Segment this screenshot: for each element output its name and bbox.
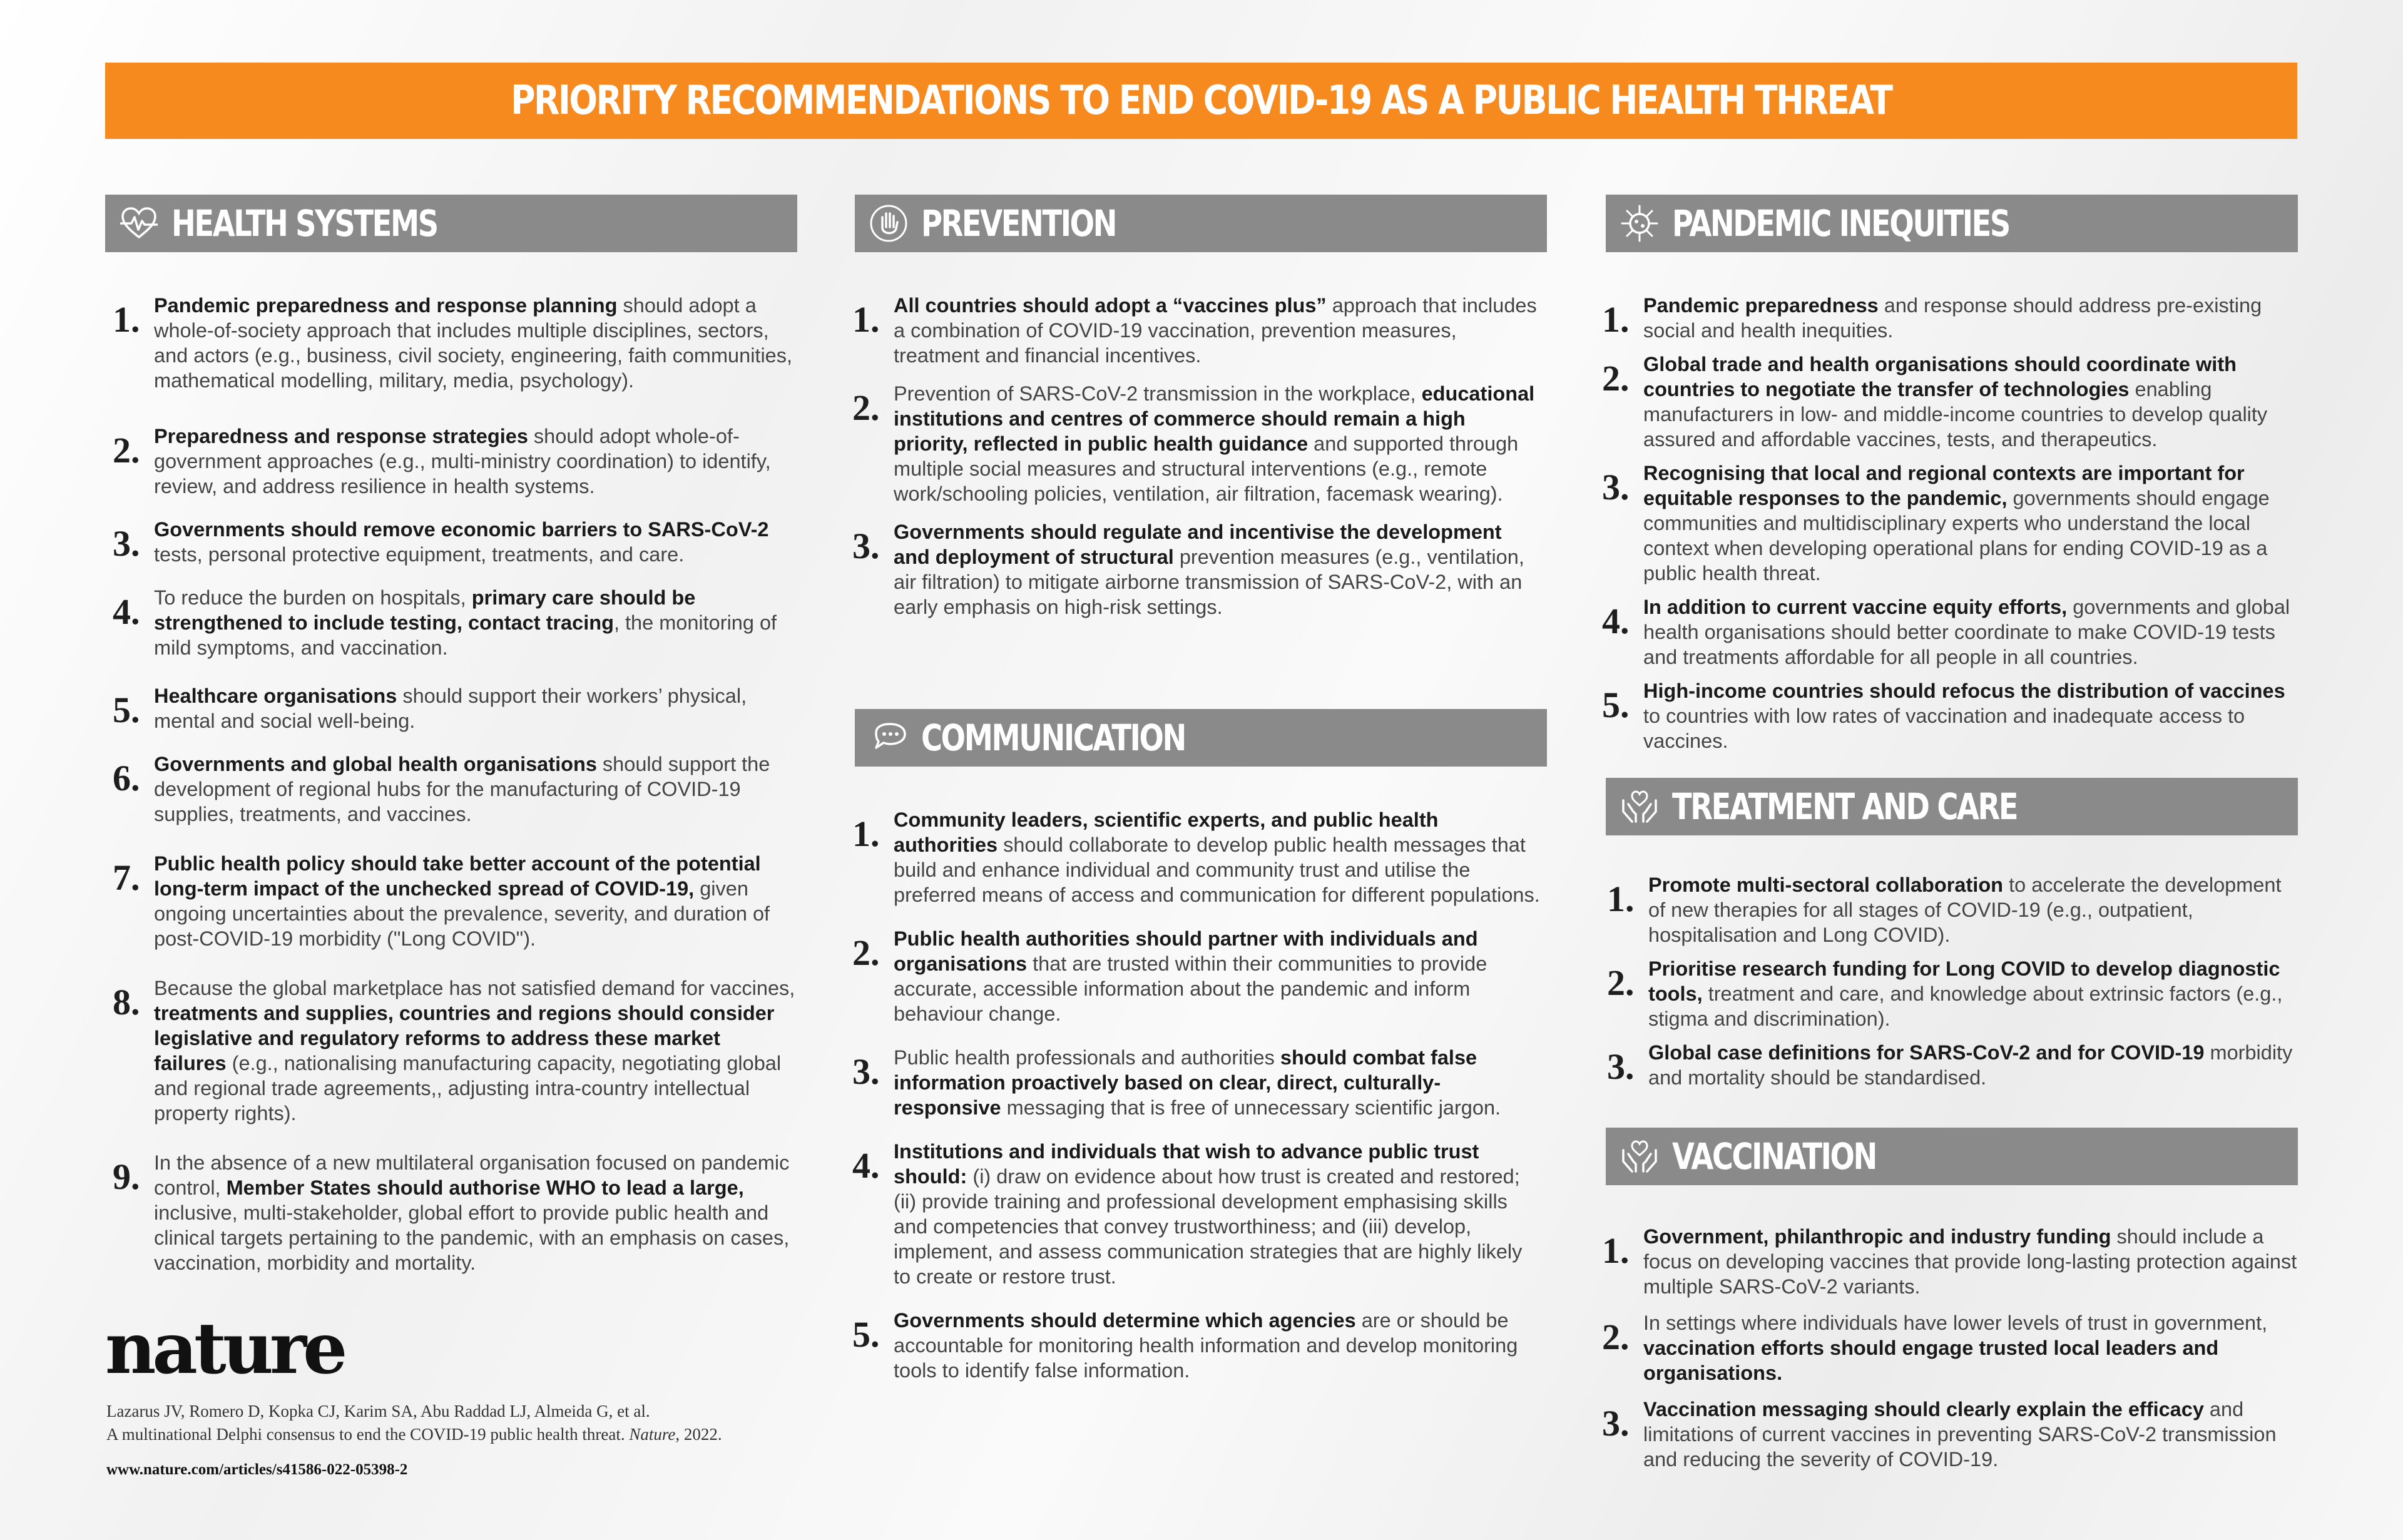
item-text: Because the global marketplace has not satisfied demand for vaccines, [154,977,795,999]
vaccination-list [1602,1224,2298,1472]
item-text: enabling manufacturers in low- and middle-income countries to develop quality assured and affordable vaccines, tests, and therapeutics. [1643,378,2268,451]
item-text: (i) draw on evidence about how trust is created and restored; (ii) provide training and professional development emphasising skills and competencies that convey trustworthiness; and (iii) develop, implement, and assess communication strategies that are highly likely to create or restore trust. [894,1165,1523,1288]
item-number: 1. [852,299,880,340]
item-bold-text: In addition to current vaccine equity efforts, [1643,596,2068,618]
list-item [113,293,798,393]
list-item [852,293,1541,368]
hand-stop-icon [869,203,909,243]
prevention-list [852,293,1541,620]
item-bold-text: Institutions and individuals that wish to advance public trust should: [894,1140,1479,1188]
item-bold-text: Member States should authorise WHO to lead a large, [226,1176,744,1199]
item-number: 9. [113,1156,140,1197]
section-header-treatment-and-care [1606,778,2298,835]
item-number: 5. [1602,685,1630,725]
item-bold-text: All countries should adopt a “vaccines plus” [894,294,1327,317]
pandemic-inequities-list [1602,293,2298,753]
item-text: inclusive, multi-stakeholder, global effort to provide public health and clinical targets pertaining to the pandemic, with an emphasis on cases, vaccination, morbidity and mortality. [154,1201,790,1274]
item-bold-text: Governments should remove economic barriers to SARS-CoV-2 [154,518,769,541]
item-number: 2. [1602,1317,1630,1357]
item-number: 4. [1602,601,1630,641]
list-item [113,851,798,951]
list-item [113,752,798,827]
item-text: , the monitoring of mild symptoms, and vaccination. [154,611,777,659]
item-number: 2. [113,430,140,471]
item-text: In the absence of a new multilateral organisation focused on pandemic control, [154,1151,790,1199]
item-number: 1. [1602,1230,1630,1271]
heartbeat-icon [119,203,159,243]
list-item [1602,678,2298,753]
page-title: PRIORITY RECOMMENDATIONS TO END COVID-19 AS A PUBLIC HEALTH THREAT [511,78,1892,124]
list-item [852,1139,1541,1289]
citation-year: , 2022. [675,1425,722,1444]
item-number: 4. [852,1145,880,1186]
item-bold-text: treatments and supplies, countries and regions should consider legislative and regulatory reforms to address these market failures [154,1002,775,1074]
item-bold-text: Healthcare organisations [154,685,397,707]
nature-logo: nature [105,1308,344,1390]
list-item [1602,352,2298,452]
caring-hands-icon [1620,787,1660,827]
item-number: 2. [1602,358,1630,399]
item-bold-text: Recognising that local and regional contexts are important for equitable responses to the pandemic, [1643,462,2245,509]
section-header-prevention [855,195,1547,252]
citation-journal: Nature [629,1425,676,1444]
list-item [1607,956,2298,1031]
communication-list [852,807,1541,1383]
item-text: that are trusted within their communities to provide accurate, accessible information about the pandemic and inform behaviour change. [894,952,1487,1025]
list-item [852,1045,1541,1120]
item-number: 5. [113,690,140,730]
item-bold-text: Government, philanthropic and industry funding [1643,1225,2111,1248]
list-item [113,1150,798,1275]
item-text: governments should engage communities and multidisciplinary experts who understand the local context when developing operational plans for ending COVID-19 as a public health threat. [1643,487,2270,584]
citation-authors: Lazarus JV, Romero D, Kopka CJ, Karim SA, Abu Raddad LJ, Almeida G, et al. [106,1402,650,1420]
item-text: given ongoing uncertainties about the prevalence, severity, and duration of post-COVID-19 morbidity ("Long COVID"). [154,877,770,950]
item-text: should support the development of regional hubs for the manufacturing of COVID-19 supplies, treatments, and vaccines. [154,753,770,825]
section-title: PREVENTION [921,202,1116,245]
item-text: approach that includes a combination of COVID-19 vaccination, prevention measures, treatment and financial incentives. [894,294,1537,367]
item-text: (e.g., nationalising manufacturing capacity, negotiating global and regional trade agreements,, adjusting intra-country intellectual property rights). [154,1052,782,1124]
item-text: messaging that is free of unnecessary scientific jargon. [1001,1096,1501,1119]
item-bold-text: Vaccination messaging should clearly explain the efficacy [1643,1398,2204,1420]
item-text: In settings where individuals have lower levels of trust in government, [1643,1312,2268,1334]
citation-title: A multinational Delphi consensus to end the COVID-19 public health threat. [106,1425,625,1444]
page-title-banner [105,63,2297,139]
item-number: 1. [1602,299,1630,340]
speech-bubble-icon [869,718,909,758]
section-header-communication [855,709,1547,767]
list-item [1607,872,2298,947]
list-item [1602,1397,2298,1472]
item-text: Prevention of SARS-CoV-2 transmission in the workplace, [894,382,1422,405]
health-systems-list [113,293,798,1275]
item-number: 4. [113,591,140,632]
item-text: are or should be accountable for monitoring health information and develop monitoring tools to identify false information. [894,1309,1518,1382]
item-number: 8. [113,982,140,1022]
citation [106,1400,826,1446]
item-text: treatment and care, and knowledge about extrinsic factors (e.g., stigma and discrimination). [1648,982,2283,1030]
item-text: morbidity and mortality should be standardised. [1648,1041,2293,1089]
item-number: 3. [852,1051,880,1092]
list-item [1607,1040,2298,1090]
item-bold-text: Global trade and health organisations should coordinate with countries to negotiate the transfer of technologies [1643,353,2237,400]
item-bold-text: Governments should regulate and incentivise the development and deployment of structural [894,521,1502,568]
item-bold-text: educational institutions and centres of commerce should remain a high priority, reflected in public health guidance [894,382,1535,455]
item-bold-text: vaccination efforts should engage trusted local leaders and organisations. [1643,1337,2219,1384]
item-bold-text: Pandemic preparedness and response planning [154,294,618,317]
section-title: TREATMENT AND CARE [1672,785,2018,828]
item-number: 2. [852,932,880,973]
section-header-vaccination [1606,1128,2298,1185]
list-item [852,519,1541,620]
item-text: tests, personal protective equipment, treatments, and care. [154,543,685,566]
item-bold-text: High-income countries should refocus the distribution of vaccines [1643,680,2285,702]
item-text: should include a focus on developing vaccines that provide long-lasting protection against multiple SARS-CoV-2 variants. [1643,1225,2297,1298]
list-item [1602,594,2298,670]
list-item [1602,293,2298,343]
item-text: governments and global health organisations should better coordinate to make COVID-19 tests and treatments affordable for all people in all countries. [1643,596,2290,668]
item-text: to countries with low rates of vaccination and inadequate access to vaccines. [1643,705,2245,752]
list-item [1602,1224,2298,1299]
item-number: 1. [1607,879,1635,919]
item-number: 2. [1607,962,1635,1003]
list-item [113,976,798,1126]
virus-icon [1620,203,1660,243]
item-bold-text: Governments should determine which agencies [894,1309,1356,1332]
list-item [113,585,798,660]
list-item [852,1308,1541,1383]
list-item [1602,461,2298,586]
item-number: 3. [852,526,880,566]
item-bold-text: Governments and global health organisations [154,753,597,775]
item-text: should collaborate to develop public health messages that build and enhance individual and community trust and utilise the preferred means of access and communication for different populations. [894,834,1540,906]
item-number: 3. [113,523,140,564]
item-number: 1. [113,299,140,340]
item-text: should adopt a whole-of-society approach that includes multiple disciplines, sectors, and actors (e.g., business, civil society, engineering, faith communities, mathematical modelling, military, media, psychology). [154,294,793,392]
item-bold-text: Pandemic preparedness [1643,294,1879,317]
item-bold-text: Public health authorities should partner with individuals and organisations [894,927,1478,975]
section-title: PANDEMIC INEQUITIES [1672,202,2009,245]
item-number: 3. [1607,1046,1635,1087]
section-header-health-systems [105,195,797,252]
item-text: and response should address pre-existing social and health inequities. [1643,294,2262,342]
list-item [852,381,1541,506]
item-number: 3. [1602,467,1630,507]
item-bold-text: Promote multi-sectoral collaboration [1648,874,2004,896]
list-item [852,807,1541,907]
item-number: 3. [1602,1403,1630,1444]
item-bold-text: primary care should be strengthened to include testing, contact tracing [154,586,696,634]
item-text: should adopt whole-of-government approaches (e.g., multi-ministry coordination) to identify, review, and address resilience in health systems. [154,425,771,497]
item-text: Public health professionals and authorities [894,1046,1280,1069]
item-text: to accelerate the development of new therapies for all stages of COVID-19 (e.g., outpatient, hospitalisation and Long COVID). [1648,874,2282,946]
caring-hands-icon [1620,1136,1660,1176]
item-bold-text: Preparedness and response strategies [154,425,528,447]
item-number: 7. [113,857,140,898]
item-number: 1. [852,813,880,854]
item-text: prevention measures (e.g., ventilation, air filtration) to mitigate airborne transmission of SARS-CoV-2, with an early emphasis on high-risk settings. [894,546,1524,618]
item-number: 6. [113,758,140,798]
list-item [113,424,798,499]
section-header-pandemic-inequities [1606,195,2298,252]
list-item [113,683,798,733]
item-bold-text: Public health policy should take better account of the potential long-term impact of the unchecked spread of COVID-19, [154,852,761,900]
item-text: and limitations of current vaccines in preventing SARS-CoV-2 transmission and reducing the severity of COVID-19. [1643,1398,2277,1471]
item-number: 5. [852,1314,880,1355]
list-item [852,926,1541,1026]
section-title: HEALTH SYSTEMS [171,202,437,245]
article-url[interactable]: www.nature.com/articles/s41586-022-05398-2 [106,1461,408,1478]
list-item [113,517,798,567]
item-bold-text: Community leaders, scientific experts, and public health authorities [894,808,1439,856]
item-bold-text: Prioritise research funding for Long COVID to develop diagnostic tools, [1648,957,2280,1005]
section-title: VACCINATION [1672,1135,1876,1178]
item-bold-text: should combat false information proactively based on clear, direct, culturally-responsive [894,1046,1477,1119]
item-text: and supported through multiple social measures and structural interventions (e.g., remote work/schooling policies, ventilation, air filtration, facemask wearing). [894,432,1519,505]
section-title: COMMUNICATION [921,716,1185,759]
item-text: To reduce the burden on hospitals, [154,586,472,609]
item-text: should support their workers’ physical, mental and social well-being. [154,685,747,732]
item-number: 2. [852,387,880,428]
item-bold-text: Global case definitions for SARS-CoV-2 and for COVID-19 [1648,1041,2205,1064]
list-item [1602,1310,2298,1385]
treatment-and-care-list [1607,872,2298,1090]
